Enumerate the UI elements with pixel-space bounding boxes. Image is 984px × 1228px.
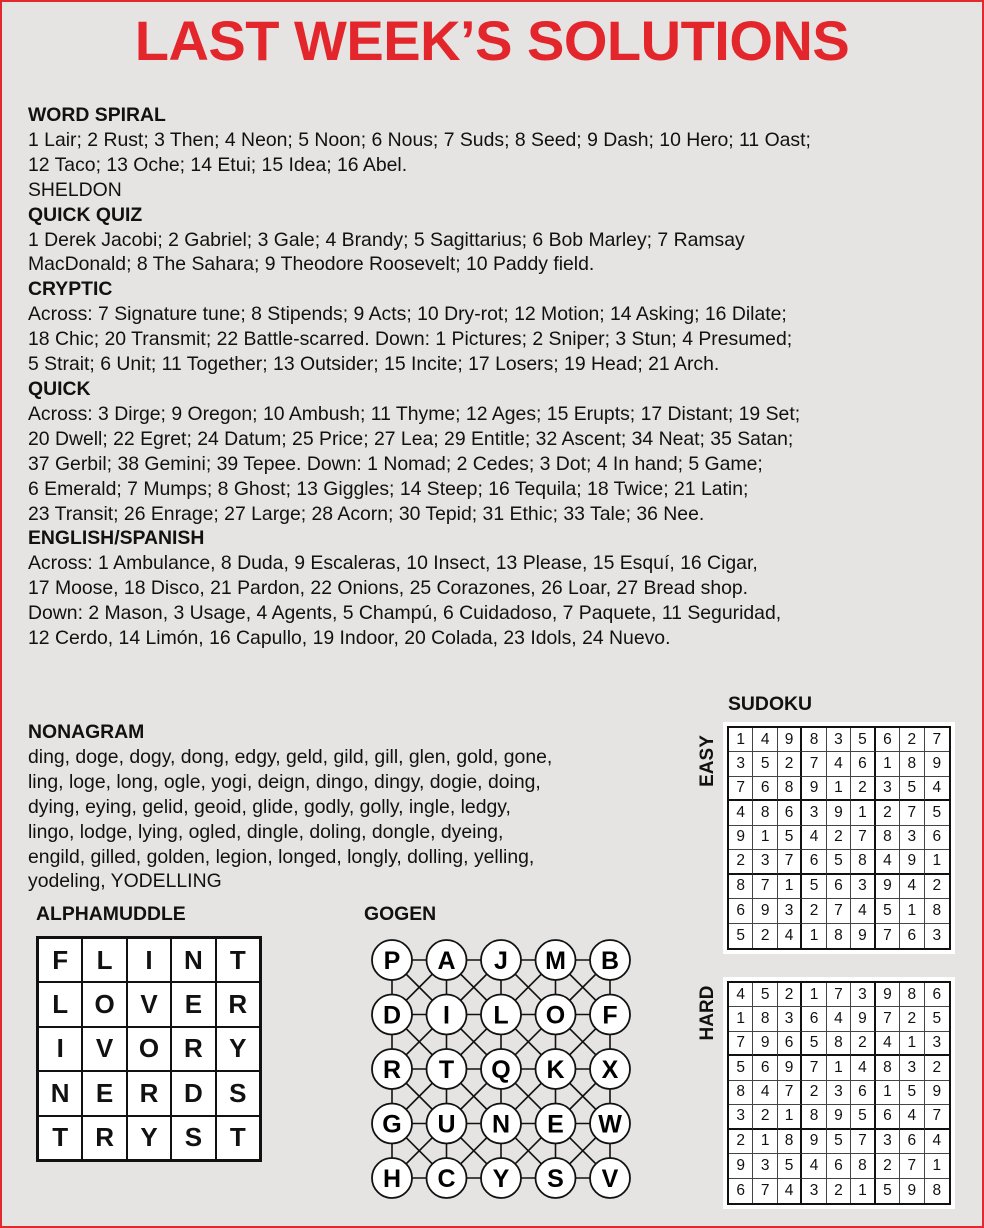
sudoku-cell: 8 — [932, 1181, 942, 1199]
section-line: 12 Taco; 13 Oche; 14 Etui; 15 Idea; 16 Abel. — [28, 153, 408, 176]
sudoku-cell: 9 — [851, 924, 875, 948]
sudoku-cell: 7 — [876, 1007, 900, 1031]
sudoku-cell: 4 — [778, 924, 802, 948]
sudoku-cell: 7 — [900, 1154, 924, 1178]
sudoku-cell: 3 — [851, 875, 875, 899]
sudoku-hard-grid — [727, 981, 951, 1205]
sudoku-cell: 2 — [729, 1130, 753, 1154]
sudoku-cell: 1 — [753, 826, 777, 850]
sudoku-cell: 3 — [900, 826, 924, 850]
section-line: 17 Moose, 18 Disco, 21 Pardon, 22 Onions, 25 Corazones, 26 Loar, 27 Bread shop. — [28, 577, 749, 600]
sudoku-cell: 6 — [851, 752, 875, 776]
gogen-letter: I — [443, 1001, 450, 1030]
sudoku-easy-label: EASY — [697, 735, 718, 787]
sudoku-cell: 8 — [753, 1007, 777, 1031]
sudoku-cell: 6 — [876, 1105, 900, 1129]
sudoku-cell: 7 — [802, 752, 826, 776]
sudoku-cell: 3 — [778, 1007, 802, 1031]
sudoku-cell: 5 — [925, 1007, 949, 1031]
gogen-heading: GOGEN — [364, 903, 437, 925]
sudoku-cell: 8 — [802, 728, 826, 752]
sudoku-cell: 4 — [876, 1032, 900, 1056]
gogen-letter: E — [547, 1110, 564, 1139]
alphamuddle-cell: V — [127, 982, 171, 1026]
section-heading: CRYPTIC — [28, 278, 113, 301]
sudoku-cell: 7 — [925, 1105, 949, 1129]
sudoku-hard-label: HARD — [697, 985, 718, 1041]
sudoku-cell: 4 — [876, 850, 900, 874]
sudoku-cell: 3 — [876, 1130, 900, 1154]
solutions-text — [28, 103, 963, 651]
sudoku-cell: 5 — [851, 728, 875, 752]
gogen-letter: B — [600, 947, 620, 975]
sudoku-cell: 1 — [753, 1130, 777, 1154]
sudoku-cell: 8 — [729, 875, 753, 899]
sudoku-cell: 3 — [827, 728, 851, 752]
sudoku-cell: 3 — [729, 752, 753, 776]
section-line: 18 Chic; 20 Transmit; 22 Battle-scarred. Down: 1 Pictures; 2 Sniper; 3 Stun; 4 Presumed; — [28, 328, 793, 351]
sudoku-cell: 4 — [851, 1056, 875, 1080]
sudoku-cell: 5 — [729, 1056, 753, 1080]
alphamuddle-cell: T — [216, 938, 260, 982]
sudoku-cell: 2 — [827, 1179, 851, 1203]
section-line: 1 Derek Jacobi; 2 Gabriel; 3 Gale; 4 Brandy; 5 Sagittarius; 6 Bob Marley; 7 Ramsay — [28, 228, 745, 251]
gogen-letter: J — [494, 947, 508, 975]
sudoku-cell: 1 — [876, 1081, 900, 1105]
alphamuddle-cell: T — [216, 1116, 260, 1160]
section-line: 12 Cerdo, 14 Limón, 16 Capullo, 19 Indoor, 20 Colada, 23 Idols, 24 Nuevo. — [28, 627, 671, 650]
sudoku-cell: 7 — [827, 983, 851, 1007]
sudoku-cell: 4 — [729, 983, 753, 1007]
sudoku-cell: 9 — [876, 875, 900, 899]
sudoku-cell: 4 — [753, 728, 777, 752]
nonagram-line: dying, eying, gelid, geoid, glide, godly, golly, ingle, ledgy, — [28, 795, 511, 818]
sudoku-cell: 2 — [753, 1105, 777, 1129]
sudoku-cell: 2 — [900, 728, 924, 752]
sudoku-cell: 5 — [876, 899, 900, 923]
alphamuddle-cell: R — [171, 1027, 215, 1071]
sudoku-cell: 1 — [827, 1056, 851, 1080]
alphamuddle-cell: E — [171, 982, 215, 1026]
sudoku-cell: 9 — [729, 1154, 753, 1178]
sudoku-cell: 7 — [753, 1179, 777, 1203]
sudoku-cell: 5 — [753, 752, 777, 776]
gogen-letter: M — [545, 947, 566, 975]
sudoku-cell: 8 — [925, 899, 949, 923]
sudoku-cell: 5 — [900, 1081, 924, 1105]
section-line: Across: 1 Ambulance, 8 Duda, 9 Escaleras, 10 Insect, 13 Please, 15 Esquí, 16 Cigar, — [28, 552, 758, 575]
page-title: LAST WEEK’S SOLUTIONS — [134, 9, 850, 72]
alphamuddle-cell: V — [82, 1027, 126, 1071]
gogen-letter: W — [598, 1110, 622, 1139]
section-heading: ENGLISH/SPANISH — [28, 527, 205, 550]
sudoku-cell: 2 — [729, 850, 753, 874]
sudoku-cell: 7 — [925, 728, 949, 752]
sudoku-cell: 7 — [851, 1130, 875, 1154]
alphamuddle-cell: I — [127, 938, 171, 982]
nonagram-line: ling, loge, long, ogle, yogi, deign, dingo, dingy, dogie, doing, — [28, 770, 541, 793]
sudoku-cell: 4 — [827, 1007, 851, 1031]
alphamuddle-cell: R — [127, 1071, 171, 1115]
section-heading: QUICK QUIZ — [28, 203, 143, 226]
sudoku-cell: 6 — [827, 1154, 851, 1178]
sudoku-cell: 2 — [778, 983, 802, 1007]
sudoku-cell: 7 — [753, 875, 777, 899]
sudoku-cell: 8 — [729, 1081, 753, 1105]
sudoku-cell: 5 — [851, 1105, 875, 1129]
sudoku-cell: 8 — [876, 826, 900, 850]
sudoku-cell: 8 — [753, 801, 777, 825]
gogen-letter: T — [438, 1056, 455, 1084]
sudoku-cell: 2 — [876, 1154, 900, 1178]
sudoku-cell: 5 — [900, 777, 924, 801]
section-heading: WORD SPIRAL — [28, 104, 166, 126]
gogen-letter: P — [383, 947, 401, 975]
sudoku-cell: 7 — [802, 1056, 826, 1080]
sudoku-cell: 5 — [802, 875, 826, 899]
alphamuddle-heading: ALPHAMUDDLE — [36, 903, 186, 925]
sudoku-heading: SUDOKU — [728, 693, 813, 715]
sudoku-cell: 2 — [802, 1081, 826, 1105]
sudoku-cell: 3 — [851, 983, 875, 1007]
sudoku-cell: 6 — [925, 826, 949, 850]
sudoku-cell: 2 — [925, 1056, 949, 1080]
sudoku-cell: 3 — [827, 1081, 851, 1105]
sudoku-cell: 9 — [925, 1081, 949, 1105]
sudoku-cell: 4 — [900, 875, 924, 899]
sudoku-cell: 8 — [876, 1056, 900, 1080]
nonagram-line: lingo, lodge, lying, ogled, dingle, doling, dongle, dyeing, — [28, 820, 504, 843]
sudoku-cell: 2 — [925, 875, 949, 899]
sudoku-cell: 3 — [753, 850, 777, 874]
sudoku-cell: 5 — [753, 983, 777, 1007]
sudoku-easy-grid — [727, 726, 951, 950]
alphamuddle-cell: I — [38, 1027, 82, 1071]
section-line: 1 Lair; 2 Rust; 3 Then; 4 Neon; 5 Noon; 6 Nous; 7 Suds; 8 Seed; 9 Dash; 10 Hero; 11 Oast; — [28, 128, 811, 151]
sudoku-cell: 2 — [827, 826, 851, 850]
sudoku-cell: 6 — [729, 899, 753, 923]
sudoku-cell: 7 — [851, 826, 875, 850]
gogen-letter: F — [602, 1001, 618, 1030]
sudoku-cell: 7 — [827, 899, 851, 923]
sudoku-cell: 3 — [753, 1154, 777, 1178]
sudoku-cell: 7 — [778, 850, 802, 874]
sudoku-cell: 1 — [802, 983, 826, 1007]
sudoku-cell: 3 — [802, 1179, 826, 1203]
sudoku-cell: 1 — [851, 801, 875, 825]
sudoku-cell: 3 — [729, 1105, 753, 1129]
alphamuddle-cell: R — [216, 982, 260, 1026]
sudoku-cell: 1 — [925, 1154, 949, 1178]
sudoku-cell: 1 — [900, 1032, 924, 1056]
gogen-letter: C — [437, 1165, 456, 1193]
sudoku-cell: 9 — [827, 801, 851, 825]
sudoku-cell: 6 — [753, 1056, 777, 1080]
sudoku-cell: 8 — [827, 924, 851, 948]
sudoku-cell: 2 — [851, 777, 875, 801]
alphamuddle-cell: F — [38, 938, 82, 982]
sudoku-cell: 1 — [827, 777, 851, 801]
nonagram-line: yodeling, YODELLING — [28, 870, 222, 893]
sudoku-cell: 4 — [802, 826, 826, 850]
sudoku-cell: 4 — [851, 899, 875, 923]
section-line: SHELDON — [28, 178, 122, 201]
section-line: 20 Dwell; 22 Egret; 24 Datum; 25 Price; 27 Lea; 29 Entitle; 32 Ascent; 34 Neat; 35 Satan; — [28, 427, 794, 450]
alphamuddle-cell: Y — [127, 1116, 171, 1160]
gogen-letter: O — [545, 1001, 566, 1030]
alphamuddle-cell: Y — [216, 1027, 260, 1071]
sudoku-cell: 9 — [802, 777, 826, 801]
sudoku-cell: 5 — [802, 1032, 826, 1056]
gogen-letter: R — [382, 1056, 402, 1084]
sudoku-cell: 6 — [876, 728, 900, 752]
sudoku-cell: 6 — [851, 1081, 875, 1105]
sudoku-cell: 1 — [802, 924, 826, 948]
sudoku-cell: 3 — [932, 926, 942, 944]
sudoku-cell: 6 — [729, 1179, 753, 1203]
alphamuddle-cell: E — [82, 1071, 126, 1115]
nonagram-section — [28, 720, 678, 894]
sudoku-cell: 5 — [876, 1179, 900, 1203]
sudoku-cell: 6 — [778, 1032, 802, 1056]
sudoku-cell: 8 — [827, 1032, 851, 1056]
sudoku-cell: 2 — [778, 752, 802, 776]
alphamuddle-cell: S — [171, 1116, 215, 1160]
gogen-letter: D — [382, 1001, 402, 1030]
sudoku-cell: 7 — [729, 777, 753, 801]
sudoku-cell: 5 — [778, 826, 802, 850]
gogen-letter: A — [437, 947, 456, 975]
gogen-letter: N — [491, 1110, 511, 1139]
sudoku-cell: 4 — [925, 777, 949, 801]
alphamuddle-cell: O — [127, 1027, 171, 1071]
alphamuddle-cell: N — [171, 938, 215, 982]
sudoku-cell: 1 — [729, 1007, 753, 1031]
gogen-letter: Q — [491, 1056, 511, 1084]
sudoku-cell: 3 — [778, 899, 802, 923]
sudoku-cell: 2 — [802, 899, 826, 923]
alphamuddle-grid — [36, 936, 262, 1162]
sudoku-cell: 9 — [802, 1130, 826, 1154]
gogen-letter: L — [493, 1001, 509, 1030]
gogen-letter: V — [601, 1165, 619, 1193]
sudoku-cell: 5 — [778, 1154, 802, 1178]
sudoku-cell: 2 — [900, 1007, 924, 1031]
sudoku-cell: 6 — [900, 924, 924, 948]
sudoku-cell: 4 — [900, 1105, 924, 1129]
gogen-letter: X — [601, 1056, 619, 1084]
sudoku-cell: 2 — [876, 801, 900, 825]
sudoku-cell: 6 — [802, 1007, 826, 1031]
sudoku-cell: 4 — [827, 752, 851, 776]
gogen-letter: G — [382, 1110, 402, 1139]
alphamuddle-cell: N — [38, 1071, 82, 1115]
section-line: MacDonald; 8 The Sahara; 9 Theodore Roosevelt; 10 Paddy field. — [28, 253, 595, 276]
gogen-letter: Y — [492, 1165, 510, 1193]
sudoku-cell: 8 — [900, 752, 924, 776]
sudoku-cell: 3 — [802, 801, 826, 825]
sudoku-cell: 9 — [778, 1056, 802, 1080]
alphamuddle-cell: D — [171, 1071, 215, 1115]
section-heading: QUICK — [28, 377, 91, 400]
sudoku-cell: 2 — [851, 1032, 875, 1056]
gogen-letter: S — [547, 1165, 564, 1193]
sudoku-cell: 6 — [802, 850, 826, 874]
sudoku-cell: 8 — [778, 777, 802, 801]
sudoku-cell: 9 — [900, 850, 924, 874]
alphamuddle-cell: O — [82, 982, 126, 1026]
sudoku-cell: 4 — [729, 801, 753, 825]
sudoku-cell: 9 — [753, 899, 777, 923]
sudoku-cell: 9 — [876, 983, 900, 1007]
sudoku-cell: 7 — [729, 1032, 753, 1056]
sudoku-cell: 7 — [876, 924, 900, 948]
sudoku-cell: 9 — [729, 826, 753, 850]
sudoku-cell: 3 — [876, 777, 900, 801]
sudoku-cell: 9 — [827, 1105, 851, 1129]
sudoku-cell: 5 — [827, 850, 851, 874]
sudoku-cell: 4 — [778, 1179, 802, 1203]
sudoku-cell: 8 — [851, 1154, 875, 1178]
sudoku-cell: 4 — [925, 1130, 949, 1154]
sudoku-cell: 9 — [851, 1007, 875, 1031]
sudoku-cell: 7 — [778, 1081, 802, 1105]
sudoku-cell: 9 — [778, 728, 802, 752]
sudoku-cell: 1 — [729, 728, 753, 752]
sudoku-cell: 1 — [778, 1105, 802, 1129]
sudoku-cell: 6 — [753, 777, 777, 801]
alphamuddle-cell: S — [216, 1071, 260, 1115]
section-line: Across: 7 Signature tune; 8 Stipends; 9 Acts; 10 Dry-rot; 12 Motion; 14 Asking; 16 Dilate; — [28, 303, 787, 326]
sudoku-cell: 7 — [900, 801, 924, 825]
sudoku-cell: 1 — [876, 752, 900, 776]
sudoku-cell: 4 — [753, 1081, 777, 1105]
gogen-grid — [362, 930, 642, 1220]
nonagram-line: ding, doge, dogy, dong, edgy, geld, gild, gill, glen, gold, gone, — [28, 745, 553, 768]
sudoku-cell: 8 — [851, 850, 875, 874]
section-line: Down: 2 Mason, 3 Usage, 4 Agents, 5 Champú, 6 Cuidadoso, 7 Paquete, 11 Seguridad, — [28, 602, 782, 625]
sudoku-cell: 9 — [900, 1179, 924, 1203]
sudoku-cell: 1 — [900, 899, 924, 923]
sudoku-cell: 5 — [729, 924, 753, 948]
sudoku-cell: 6 — [900, 1130, 924, 1154]
sudoku-cell: 1 — [925, 850, 949, 874]
nonagram-line: engild, gilled, golden, legion, longed, longly, dolling, yelling, — [28, 845, 535, 868]
section-line: 23 Transit; 26 Enrage; 27 Large; 28 Acorn; 30 Tepid; 31 Ethic; 33 Tale; 36 Nee. — [28, 502, 705, 525]
sudoku-cell: 8 — [778, 1130, 802, 1154]
sudoku-cell: 1 — [778, 875, 802, 899]
gogen-letter: K — [546, 1056, 565, 1084]
alphamuddle-cell: L — [38, 982, 82, 1026]
sudoku-cell: 8 — [802, 1105, 826, 1129]
sudoku-cell: 3 — [900, 1056, 924, 1080]
sudoku-cell: 6 — [827, 875, 851, 899]
sudoku-cell: 2 — [753, 924, 777, 948]
sudoku-cell: 1 — [851, 1179, 875, 1203]
alphamuddle-cell: R — [82, 1116, 126, 1160]
section-line: 6 Emerald; 7 Mumps; 8 Ghost; 13 Giggles; 14 Steep; 16 Tequila; 18 Twice; 21 Latin; — [28, 477, 749, 500]
gogen-letter: H — [382, 1165, 402, 1193]
alphamuddle-cell: T — [38, 1116, 82, 1160]
sudoku-cell: 9 — [925, 752, 949, 776]
sudoku-cell: 6 — [778, 801, 802, 825]
section-line: 37 Gerbil; 38 Gemini; 39 Tepee. Down: 1 Nomad; 2 Cedes; 3 Dot; 4 In hand; 5 Game; — [28, 452, 763, 475]
gogen-letter: U — [437, 1110, 456, 1139]
nonagram-heading: NONAGRAM — [28, 721, 145, 743]
sudoku-cell: 9 — [753, 1032, 777, 1056]
sudoku-cell: 6 — [925, 983, 949, 1007]
section-line: 5 Strait; 6 Unit; 11 Together; 13 Outsider; 15 Incite; 17 Losers; 19 Head; 21 Arch. — [28, 353, 720, 376]
nonagram-answers — [28, 745, 678, 894]
section-line: Across: 3 Dirge; 9 Oregon; 10 Ambush; 11 Thyme; 12 Ages; 15 Erupts; 17 Distant; 19 Set; — [28, 402, 801, 425]
sudoku-cell: 4 — [802, 1154, 826, 1178]
alphamuddle-cell: L — [82, 938, 126, 982]
sudoku-cell: 5 — [827, 1130, 851, 1154]
sudoku-cell: 8 — [900, 983, 924, 1007]
sudoku-cell: 5 — [925, 801, 949, 825]
sudoku-cell: 3 — [925, 1032, 949, 1056]
